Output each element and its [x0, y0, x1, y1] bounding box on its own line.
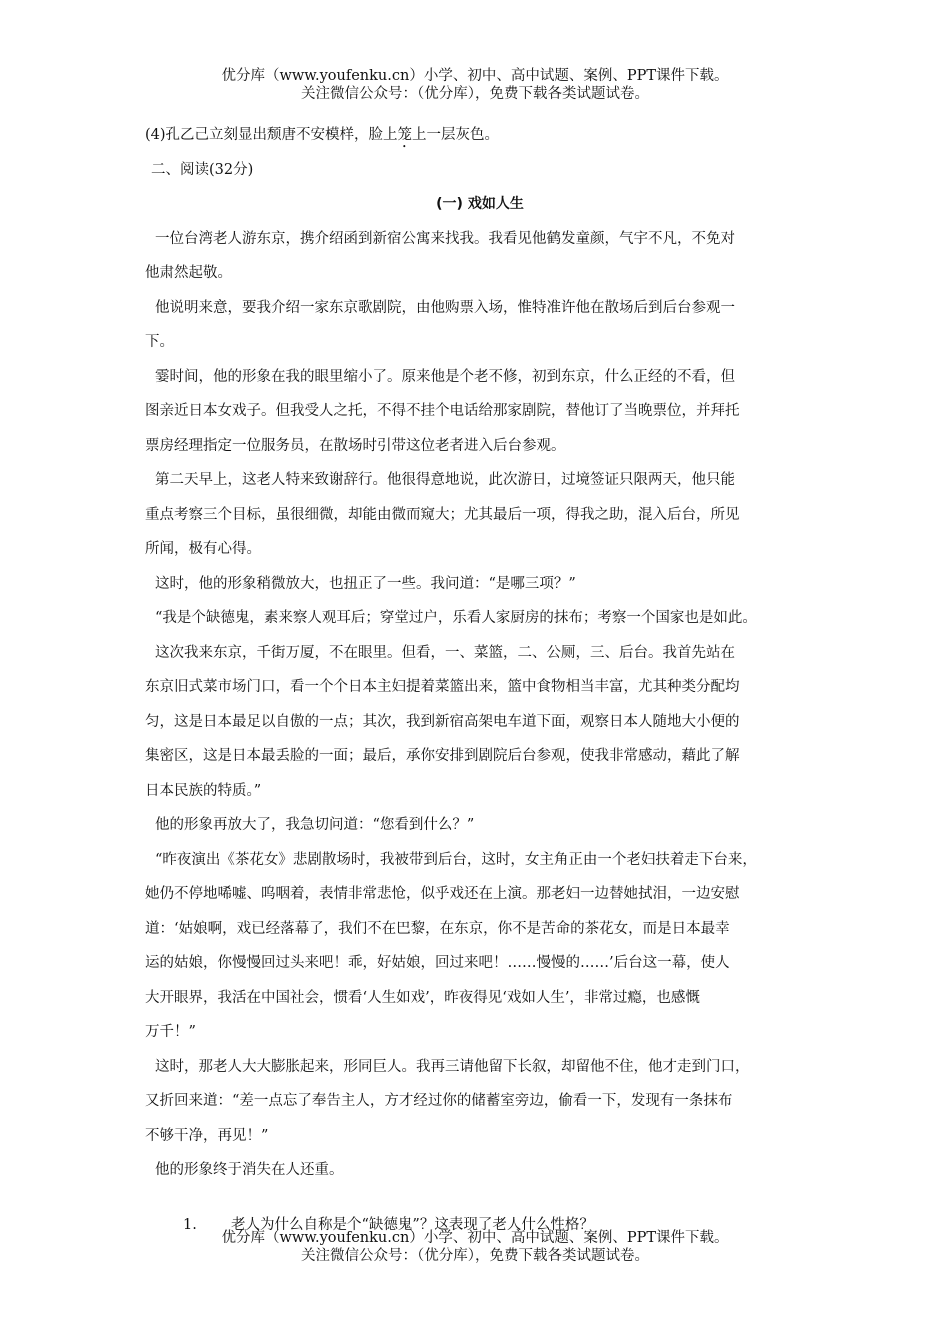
- passage-line: 东京旧式菜市场门口，看一个个日本主妇提着菜篮出来，篮中食物相当丰富，尤其种类分配均: [145, 679, 740, 695]
- passage-line: 又折回来道：“差一点忘了奉告主人，方才经过你的储蓄室旁边，偷看一下，发现有一条抹布: [145, 1093, 733, 1109]
- passage-line: 道：‘姑娘啊，戏已经落幕了，我们不在巴黎，在东京，你不是苦命的茶花女，而是日本最幸: [145, 920, 730, 937]
- passage-line: 大开眼界，我活在中国社会，惯看‘人生如戏’，昨夜得见‘戏如人生’，非常过瘾，也感慨: [145, 989, 700, 1006]
- passage-line: “昨夜演出《茶花女》悲剧散场时，我被带到后台，这时，女主角正由一个老妇扶着走下台来，: [155, 851, 757, 868]
- passage-line: 这次我来东京，千街万厦，不在眼里。但看，一、菜篮，二、公厕，三、后台。我首先站在: [155, 644, 735, 661]
- passage-line: 所闻，极有心得。: [145, 541, 261, 557]
- passage-line: 票房经理指定一位服务员，在散场时引带这位老者进入后台参观。: [145, 437, 566, 454]
- page-footer: [0, 1229, 950, 1265]
- passage-line: 第二天早上，这老人特来致谢辞行。他很得意地说，此次游日，过境签证只限两天，他只能: [155, 472, 735, 488]
- passage-line: 匀，这是日本最足以自傲的一点；其次，我到新宿高架电车道下面，观察日本人随地大小便的: [145, 713, 740, 730]
- passage-line: 她仍不停地唏嘘、呜咽着，表情非常悲怆，似乎戏还在上演。那老妇一边替她拭泪，一边安慰: [145, 886, 740, 902]
- passage-line: 日本民族的特质。”: [145, 782, 262, 799]
- footer-line-1: 优分库（www.youfenku.cn）小学、初中、高中试题、案例、PPT课件下载。: [221, 1230, 729, 1246]
- previous-item-4: [145, 118, 815, 153]
- prev-item-text: (4)孔乙己立刻显出颓唐不安模样，脸上: [145, 127, 398, 143]
- passage-line: 他的形象终于消失在人还重。: [155, 1162, 344, 1178]
- passage-line: 一位台湾老人游东京，携介绍函到新宿公寓来找我。我看见他鹤发童颜，气宇不凡，不免对: [155, 230, 735, 247]
- passage-line: 集密区，这是日本最丢脸的一面；最后，承你安排到剧院后台参观，使我非常感动，藉此了解: [145, 748, 740, 764]
- document-body: [145, 118, 815, 1242]
- passage-line: “我是个缺德鬼，素来察人观耳后；穿堂过户，乐看人家厨房的抹布；考察一个国家也是如此。: [155, 610, 757, 626]
- passage-line: 图亲近日本女戏子。但我受人之托，不得不挂个电话给那家剧院，替他订了当晚票位，并拜托: [145, 403, 740, 419]
- section-heading: 二、阅读(32分): [151, 161, 254, 178]
- passage-line: 他的形象再放大了，我急切问道：“您看到什么？”: [155, 817, 475, 833]
- emphasized-character: 笼: [397, 127, 413, 143]
- passage-line: 不够干净，再见！”: [145, 1127, 269, 1144]
- spacer: [145, 1188, 815, 1208]
- passage-title: (一) 戏如人生: [436, 196, 524, 212]
- passage-line: 运的姑娘，你慢慢回过头来吧！乖，好姑娘，回过来吧！……慢慢的……’后台这一幕，使人: [145, 955, 730, 971]
- passage-line: 万千！”: [145, 1024, 196, 1040]
- passage-line: 这时，他的形象稍微放大，也扭正了一些。我问道：“是哪三项？”: [155, 575, 576, 592]
- header-line-2: 关注微信公众号：（优分库），免费下载各类试题试卷。: [301, 86, 649, 102]
- passage-line: 这时，那老人大大膨胀起来，形同巨人。我再三请他留下长叙，却留他不住，他才走到门口，: [155, 1058, 750, 1075]
- question-text: 老人为什么自称是个“缺德鬼”？这表现了老人什么性格？: [231, 1216, 594, 1233]
- passage-line: 重点考察三个目标，虽很细微，却能由微而窥大；尤其最后一项，得我之助，混入后台，所见: [145, 506, 740, 523]
- question-number: 1.: [183, 1216, 197, 1233]
- passage-line: 他说明来意，要我介绍一家东京歌剧院，由他购票入场，惟特准许他在散场后到后台参观一: [155, 299, 735, 316]
- passage-line: 下。: [145, 334, 174, 350]
- page-header: [0, 67, 950, 103]
- footer-line-2: 关注微信公众号：（优分库），免费下载各类试题试卷。: [301, 1248, 649, 1264]
- passage-line: 他肃然起敬。: [145, 265, 232, 281]
- prev-item-text-end: 上一层灰色。: [412, 127, 500, 143]
- passage-line: 霎时间，他的形象在我的眼里缩小了。原来他是个老不修，初到东京，什么正经的不看，但: [155, 368, 735, 385]
- header-line-1: 优分库（www.youfenku.cn）小学、初中、高中试题、案例、PPT课件下载。: [221, 68, 729, 84]
